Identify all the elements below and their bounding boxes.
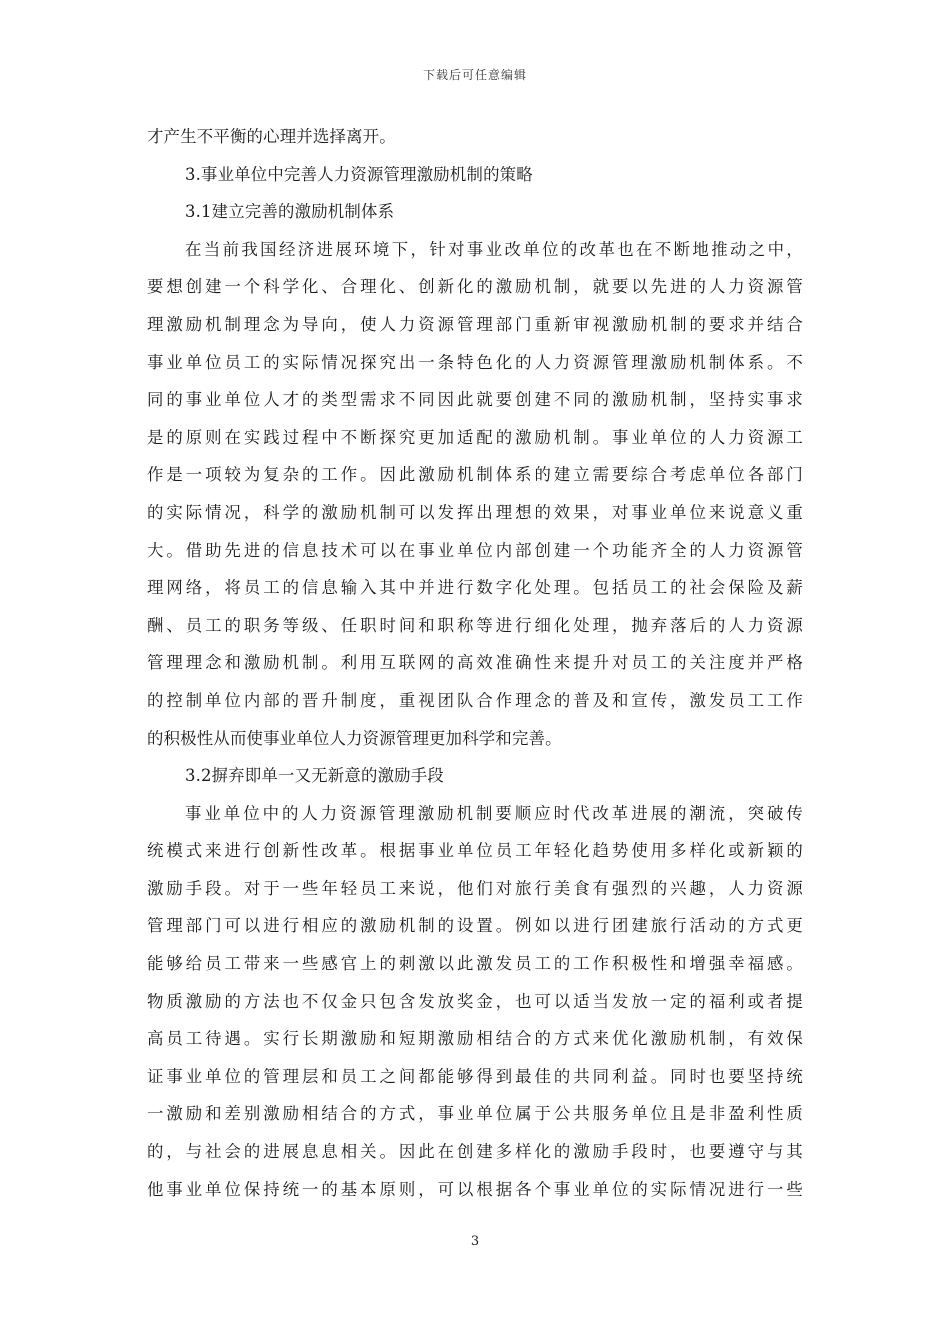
text-line: 证事业单位的管理层和员工之间都能够得到最佳的共同利益。同时也要坚持统 <box>147 1066 803 1086</box>
page-header: 下载后可任意编辑 <box>422 68 527 82</box>
text-line: 在当前我国经济进展环境下，针对事业改单位的改革也在不断地推动之中， <box>185 239 803 259</box>
subsection-heading: 3.2摒弃即单一又无新意的激励手段 <box>185 766 444 786</box>
text-line: 理激励机制理念为导向，使人力资源管理部门重新审视激励机制的要求并结合 <box>147 314 803 334</box>
text-line: 他事业单位保持统一的基本原则，可以根据各个事业单位的实际情况进行一些 <box>147 1179 803 1199</box>
text-line: 管理部门可以进行相应的激励机制的设置。例如以进行团建旅行活动的方式更 <box>147 916 803 936</box>
text-line: 事业单位中的人力资源管理激励机制要顺应时代改革进展的潮流，突破传 <box>185 803 803 823</box>
text-line: 管理理念和激励机制。利用互联网的高效准确性来提升对员工的关注度并严格 <box>147 653 803 673</box>
text-line: 要想创建一个科学化、合理化、创新化的激励机制，就要以先进的人力资源管 <box>147 277 803 297</box>
text-line: 才产生不平衡的心理并选择离开。 <box>147 127 396 146</box>
text-line: 大。借助先进的信息技术可以在事业单位内部创建一个功能齐全的人力资源管 <box>147 540 803 560</box>
text-line: 物质激励的方法也不仅金只包含发放奖金，也可以适当发放一定的福利或者提 <box>147 991 803 1011</box>
text-line: 的控制单位内部的晋升制度，重视团队合作理念的普及和宣传，激发员工工作 <box>147 690 803 710</box>
text-line: 一激励和差别激励相结合的方式，事业单位属于公共服务单位且是非盈利性质 <box>147 1104 803 1124</box>
text-line: 事业单位员工的实际情况探究出一条特色化的人力资源管理激励机制体系。不 <box>147 352 803 372</box>
text-line: 同的事业单位人才的类型需求不同因此就要创建不同的激励机制，坚持实事求 <box>147 390 803 410</box>
text-line: 能够给员工带来一些感官上的刺激以此激发员工的工作积极性和增强幸福感。 <box>147 954 803 974</box>
text-line: 是的原则在实践过程中不断探究更加适配的激励机制。事业单位的人力资源工 <box>147 427 803 447</box>
document-body <box>147 118 803 1208</box>
text-line: 激励手段。对于一些年轻员工来说，他们对旅行美食有强烈的兴趣，人力资源 <box>147 878 803 898</box>
text-line: 统模式来进行创新性改革。根据事业单位员工年轻化趋势使用多样化或新颖的 <box>147 841 803 861</box>
text-line: 的实际情况，科学的激励机制可以发挥出理想的效果，对事业单位来说意义重 <box>147 502 803 522</box>
text-line: 的，与社会的进展息息相关。因此在创建多样化的激励手段时，也要遵守与其 <box>147 1142 803 1162</box>
text-line: 酬、员工的职务等级、任职时间和职称等进行细化处理，抛弃落后的人力资源 <box>147 615 803 635</box>
text-line: 作是一项较为复杂的工作。因此激励机制体系的建立需要综合考虑单位各部门 <box>147 465 803 485</box>
text-line: 理网络，将员工的信息输入其中并进行数字化处理。包括员工的社会保险及薪 <box>147 578 803 598</box>
text-line: 高员工待遇。实行长期激励和短期激励相结合的方式来优化激励机制，有效保 <box>147 1029 803 1049</box>
page-number: 3 <box>470 1234 480 1249</box>
subsection-heading: 3.1建立完善的激励机制体系 <box>185 202 395 222</box>
text-line: 的积极性从而使事业单位人力资源管理更加科学和完善。 <box>147 728 562 748</box>
section-heading: 3.事业单位中完善人力资源管理激励机制的策略 <box>185 164 533 184</box>
